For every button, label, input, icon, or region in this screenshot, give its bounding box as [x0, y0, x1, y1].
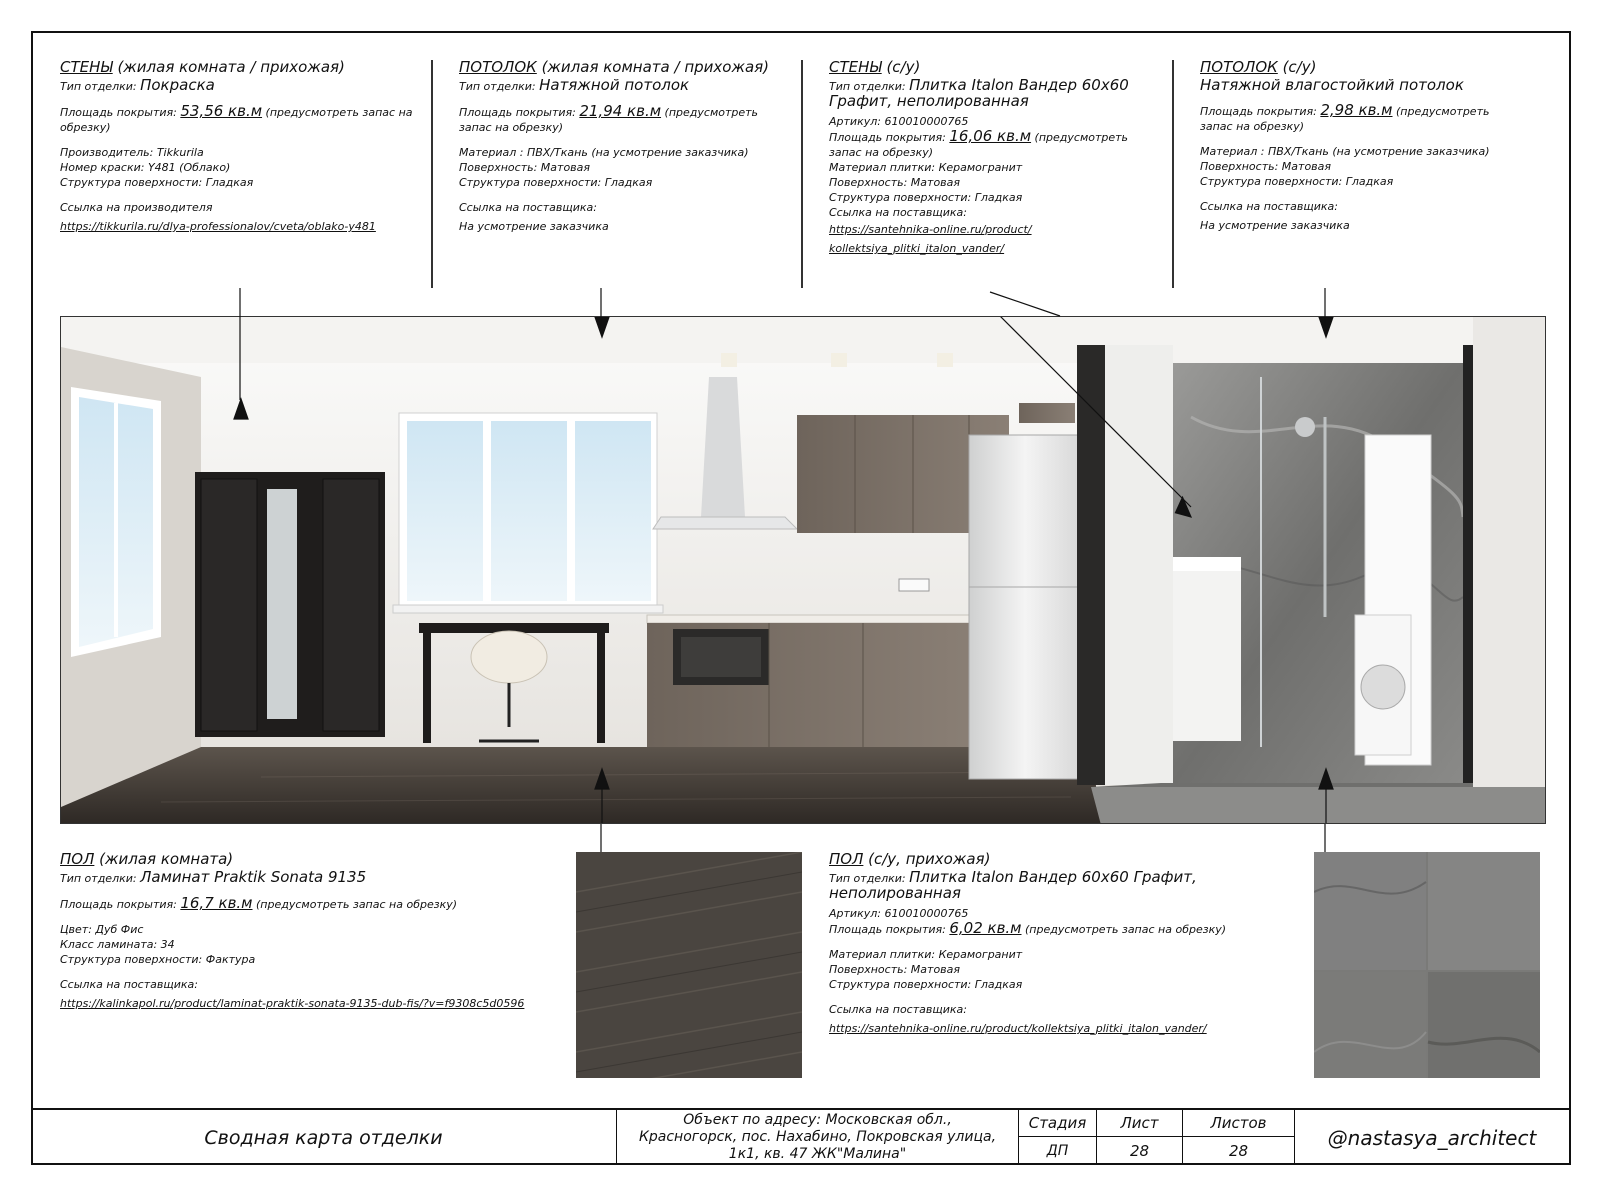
- floor-bath-title: ПОЛ: [829, 850, 864, 868]
- supplier-link[interactable]: https://santehnika-online.ru/product/kollektsiya_plitki_italon_vander/: [829, 1022, 1207, 1035]
- sheets-total: 28: [1228, 1141, 1249, 1160]
- sheets-label: Листов: [1183, 1110, 1294, 1137]
- walls-living-area: 53,56 кв.м: [180, 102, 263, 120]
- type-label: Тип отделки:: [829, 872, 910, 885]
- supplier-text: На усмотрение заказчика: [459, 220, 609, 233]
- article-line: Артикул: 610010000765: [829, 907, 969, 920]
- spec-line: Структура поверхности: Гладкая: [60, 176, 254, 189]
- ceiling-bath-title-rest: (с/у): [1277, 58, 1317, 76]
- spec-line: Производитель: Tikkurila: [60, 146, 204, 159]
- spec-line: Структура поверхности: Гладкая: [459, 176, 653, 189]
- area-note: (предусмотреть запас на обрезку): [60, 106, 413, 134]
- link-label: Ссылка на поставщика:: [829, 206, 967, 219]
- spec-line: Номер краски: Y481 (Облако): [60, 161, 231, 174]
- type-label: Тип отделки:: [829, 80, 910, 93]
- ceiling-bath-type: Натяжной влагостойкий потолок: [1200, 76, 1464, 94]
- area-note: (предусмотреть запас на обрезку): [1200, 105, 1490, 133]
- ceiling-bath-title: ПОТОЛОК: [1200, 58, 1278, 76]
- address-cell: [617, 1110, 1019, 1165]
- spec-line: Структура поверхности: Гладкая: [829, 978, 1023, 991]
- stage-cell: [1019, 1110, 1097, 1165]
- column-divider: [801, 60, 803, 288]
- spec-line: Структура поверхности: Гладкая: [1200, 175, 1394, 188]
- article-line: Артикул: 610010000765: [829, 115, 969, 128]
- walls-bath-type: Плитка Italon Вандер 60х60 Графит, неполированная: [829, 76, 1129, 110]
- ceiling-bath-area: 2,98 кв.м: [1320, 101, 1393, 119]
- supplier-text: На усмотрение заказчика: [1200, 219, 1350, 232]
- area-note: (предусмотреть запас на обрезку): [1021, 923, 1227, 936]
- spec-line: Поверхность: Матовая: [1200, 160, 1332, 173]
- area-label: Площадь покрытия:: [459, 106, 580, 119]
- supplier-link[interactable]: https://tikkurila.ru/dlya-professionalov/cveta/oblako-y481: [60, 220, 376, 233]
- title-block: [31, 1108, 1571, 1165]
- spec-line: Класс ламината: 34: [60, 938, 175, 951]
- ceiling-living-title: ПОТОЛОК: [459, 58, 537, 76]
- area-note: (предусмотреть запас на обрезку): [829, 131, 1129, 159]
- sheets-cell: [1183, 1110, 1295, 1165]
- link-label: Ссылка на поставщика:: [459, 201, 597, 214]
- walls-living-note: [60, 56, 420, 234]
- spec-line: Структура поверхности: Гладкая: [829, 191, 1023, 204]
- floor-bath-title-rest: (с/у, прихожая): [863, 850, 991, 868]
- spec-line: Поверхность: Матовая: [459, 161, 591, 174]
- stage-label: Стадия: [1019, 1110, 1096, 1137]
- laminate-texture: [576, 852, 802, 1078]
- floor-living-title-rest: (жилая комната): [94, 850, 234, 868]
- stage-value: ДП: [1046, 1142, 1069, 1159]
- floor-living-type: Ламинат Praktik Sonata 9135: [140, 868, 367, 886]
- spec-line: Поверхность: Матовая: [829, 176, 961, 189]
- walls-living-title: СТЕНЫ: [60, 58, 113, 76]
- area-label: Площадь покрытия:: [60, 106, 181, 119]
- area-note: (предусмотреть запас на обрезку): [459, 106, 759, 134]
- link-label: Ссылка на производителя: [60, 201, 213, 214]
- tile-sample: [1314, 852, 1540, 1078]
- area-label: Площадь покрытия:: [60, 898, 181, 911]
- laminate-sample: [576, 852, 802, 1078]
- area-label: Площадь покрытия:: [1200, 105, 1321, 118]
- interior-render-illustration: [61, 317, 1546, 824]
- type-label: Тип отделки:: [60, 872, 141, 885]
- supplier-link[interactable]: https://santehnika-online.ru/product/ kollektsiya_plitki_italon_vander/: [829, 223, 1032, 255]
- area-note: (предусмотреть запас на обрезку): [252, 898, 458, 911]
- spec-line: Цвет: Дуб Фис: [60, 923, 144, 936]
- spec-line: Материал плитки: Керамогранит: [829, 161, 1023, 174]
- column-divider: [431, 60, 433, 288]
- ceiling-living-title-rest: (жилая комната / прихожая): [536, 58, 770, 76]
- sheet-number: 28: [1129, 1141, 1150, 1160]
- spec-line: Структура поверхности: Фактура: [60, 953, 256, 966]
- walls-bath-note: [829, 56, 1159, 258]
- interior-render: [60, 316, 1546, 824]
- column-divider: [1172, 60, 1174, 288]
- sheet-name-cell: [31, 1110, 617, 1165]
- walls-living-title-rest: (жилая комната / прихожая): [112, 58, 345, 76]
- tile-texture: [1314, 852, 1540, 1078]
- sheet-cell: [1097, 1110, 1183, 1165]
- ceiling-living-note: [459, 56, 779, 234]
- walls-bath-title: СТЕНЫ: [829, 58, 882, 76]
- walls-bath-title-rest: (с/у): [881, 58, 921, 76]
- object-address: Объект по адресу: Московская обл., Красногорск, пос. Нахабино, Покровская улица, 1к1, кв. 47 ЖК"Малина": [638, 1112, 997, 1162]
- floor-bath-type: Плитка Italon Вандер 60х60 Графит, неполированная: [829, 868, 1197, 902]
- walls-living-type: Покраска: [140, 76, 215, 94]
- area-label: Площадь покрытия:: [829, 923, 950, 936]
- link-label: Ссылка на поставщика:: [829, 1003, 967, 1016]
- walls-bath-area: 16,06 кв.м: [949, 127, 1032, 145]
- sheet-name: Сводная карта отделки: [204, 1126, 443, 1149]
- ceiling-bath-note: [1200, 56, 1520, 233]
- ceiling-living-type: Натяжной потолок: [539, 76, 690, 94]
- spec-line: Материал плитки: Керамогранит: [829, 948, 1023, 961]
- spec-line: Поверхность: Матовая: [829, 963, 961, 976]
- supplier-link[interactable]: https://kalinkapol.ru/product/laminat-praktik-sonata-9135-dub-fis/?v=f9308c5d0596: [60, 997, 525, 1010]
- spec-line: Материал : ПВХ/Ткань (на усмотрение заказчика): [459, 146, 749, 159]
- floor-living-area: 16,7 кв.м: [180, 894, 253, 912]
- ceiling-living-area: 21,94 кв.м: [579, 102, 662, 120]
- spec-line: Материал : ПВХ/Ткань (на усмотрение заказчика): [1200, 145, 1490, 158]
- type-label: Тип отделки:: [60, 80, 141, 93]
- floor-living-note: [60, 848, 560, 1011]
- floor-living-title: ПОЛ: [60, 850, 95, 868]
- author-cell: [1295, 1110, 1569, 1165]
- link-label: Ссылка на поставщика:: [1200, 200, 1338, 213]
- link-label: Ссылка на поставщика:: [60, 978, 198, 991]
- type-label: Тип отделки:: [459, 80, 540, 93]
- sheet-label: Лист: [1097, 1110, 1182, 1137]
- floor-bath-note: [829, 848, 1289, 1036]
- author-handle: @nastasya_architect: [1327, 1125, 1537, 1150]
- floor-bath-area: 6,02 кв.м: [949, 919, 1022, 937]
- area-label: Площадь покрытия:: [829, 131, 950, 144]
